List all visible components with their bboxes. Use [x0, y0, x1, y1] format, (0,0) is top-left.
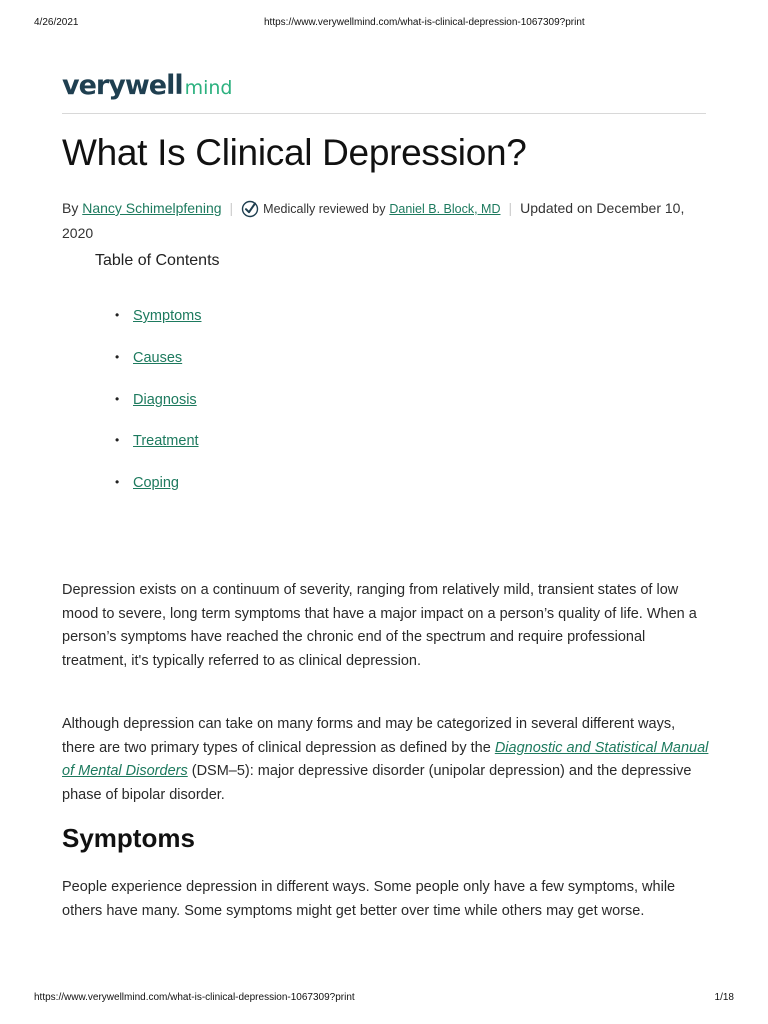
byline-separator-2: | [508, 200, 513, 216]
toc-item [115, 429, 202, 471]
footer-url: https://www.verywellmind.com/what-is-clinical-depression-1067309?print [34, 992, 355, 1003]
author-link[interactable]: Nancy Schimelpfening [82, 200, 222, 216]
byline-separator: | [229, 200, 234, 216]
intro-paragraph: Depression exists on a continuum of severity, ranging from relatively mild, transient states of low mood to severe, long term symptoms that have a major impact on a person’s quality of life. When a person’s symptoms have reached the chronic end of the spectrum and require professional treatment, it's typically referred to as clinical depression. [62, 582, 697, 669]
bullet: • [115, 433, 120, 448]
site-logo[interactable] [62, 70, 232, 110]
logo-sub: mind [184, 77, 233, 99]
table-of-contents [115, 304, 202, 513]
types-text-before: Although depression can take on many forms and may be categorized in several different ways, there are two primary types of clinical depression as defined by the [62, 716, 676, 756]
types-paragraph [62, 713, 712, 807]
header-divider [62, 113, 706, 114]
symptoms-heading: Symptoms [62, 823, 195, 853]
page-title: What Is Clinical Depression? [62, 132, 527, 173]
bullet: • [115, 349, 120, 364]
types-text-after: (DSM–5): major depressive disorder (unipolar depression) and the depressive phase of bipolar disorder. [62, 763, 692, 803]
print-url: https://www.verywellmind.com/what-is-clinical-depression-1067309?print [264, 17, 585, 28]
print-date: 4/26/2021 [34, 17, 79, 28]
logo-brand: verywell [62, 70, 183, 101]
toc-item [115, 388, 202, 430]
checkmark-circle-icon [241, 200, 259, 223]
dsm-link[interactable]: Diagnostic and Statistical Manual of Mental Disorders [62, 739, 709, 779]
toc-title: Table of Contents [95, 252, 220, 269]
toc-link-coping[interactable]: Coping [133, 475, 179, 492]
reviewed-prefix: Medically reviewed by [263, 202, 386, 216]
toc-link-symptoms[interactable]: Symptoms [133, 308, 202, 324]
symptoms-paragraph: People experience depression in different ways. Some people only have a few symptoms, while others have many. Some symptoms might get better over time while others may get worse. [62, 879, 676, 919]
toc-item [115, 304, 202, 346]
reviewer-link[interactable]: Daniel B. Block, MD [389, 202, 501, 216]
byline [62, 198, 712, 243]
toc-link-causes[interactable]: Causes [133, 349, 183, 366]
print-header [0, 17, 768, 31]
toc-item [115, 346, 202, 388]
toc-link-diagnosis[interactable]: Diagnosis [133, 391, 197, 408]
bullet: • [115, 308, 120, 322]
bullet: • [115, 391, 120, 406]
byline-by: By [62, 200, 79, 216]
updated-date: Updated on December 10, 2020 [62, 200, 685, 241]
toc-item [115, 471, 202, 513]
bullet: • [115, 475, 120, 490]
page-number: 1/18 [714, 992, 734, 1003]
toc-link-treatment[interactable]: Treatment [133, 433, 199, 450]
print-footer [0, 992, 768, 1006]
